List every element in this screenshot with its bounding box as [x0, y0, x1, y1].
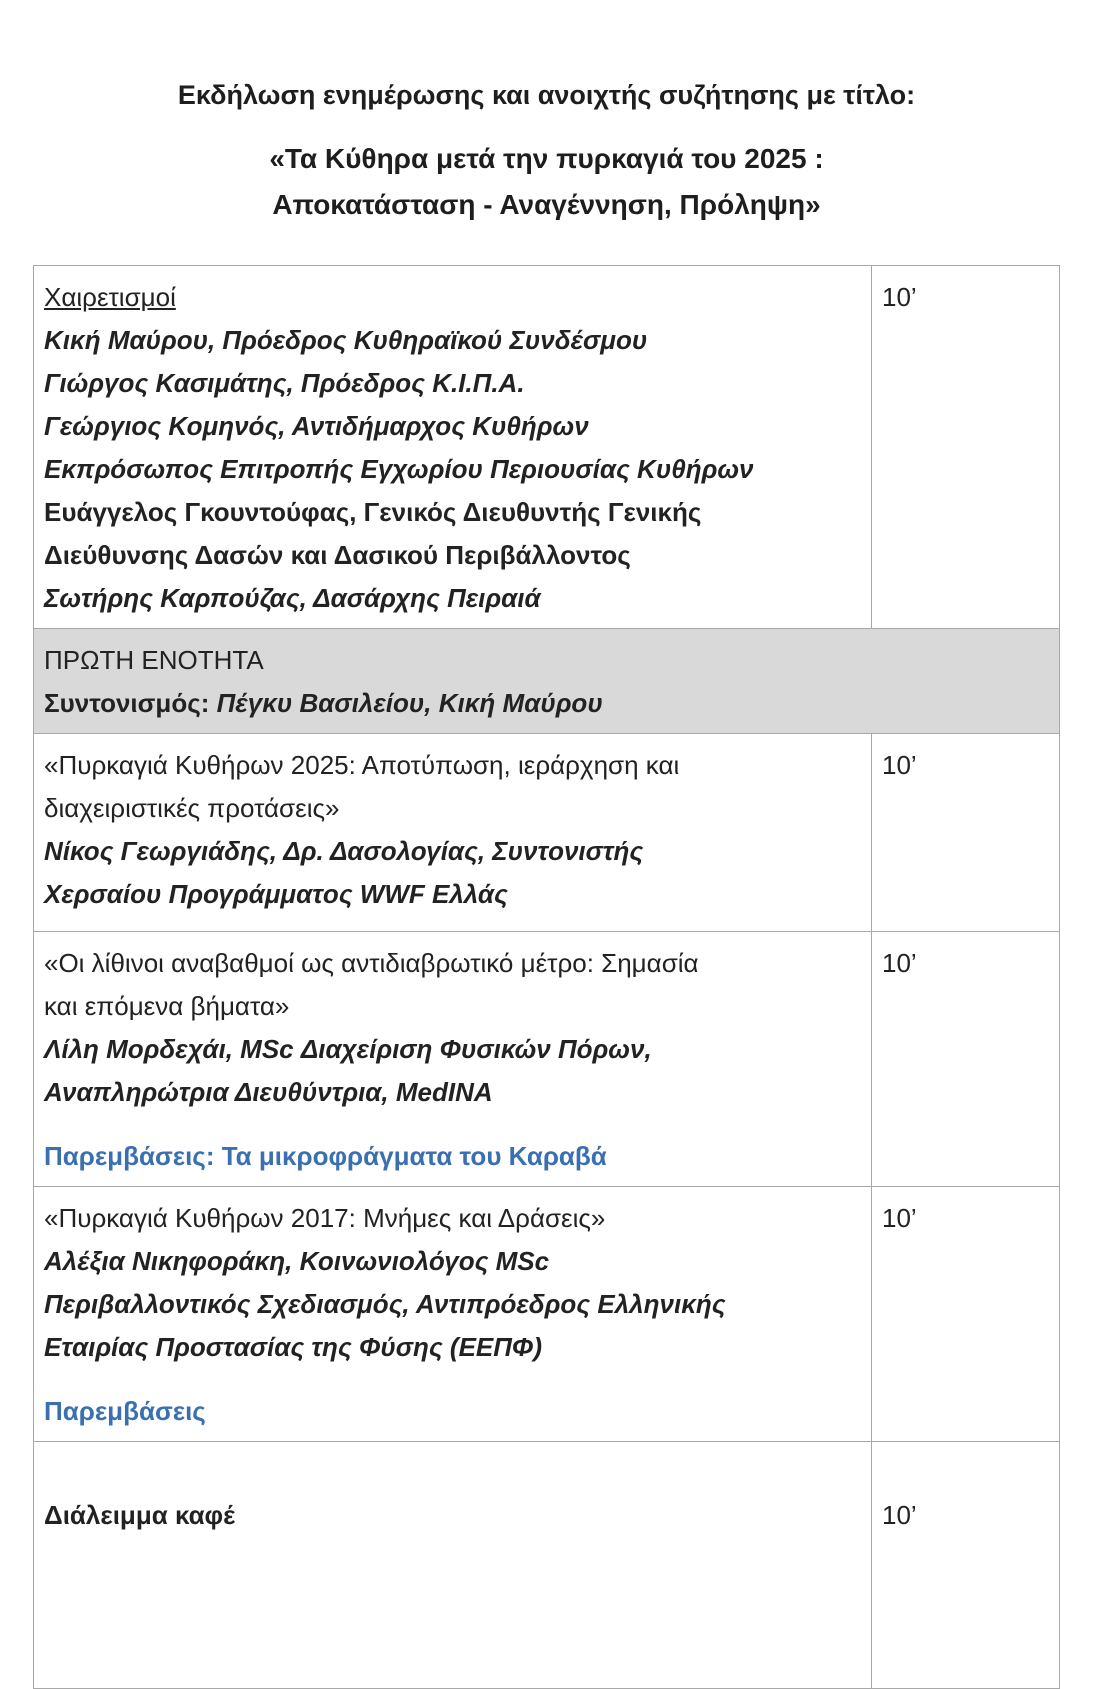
coffee-break-row: [34, 1442, 1060, 1689]
duration-label: 10’: [882, 750, 917, 780]
coffee-break-cell: [34, 1442, 872, 1689]
interventions-label: Παρεμβάσεις: Τα μικροφράγματα του Καραβά: [44, 1141, 607, 1171]
event-title-line-2: Αποκατάσταση - Αναγέννηση, Πρόληψη»: [272, 189, 821, 220]
welcome-speaker: Κική Μαύρου, Πρόεδρος Κυθηραϊκού Συνδέσμου: [44, 325, 648, 355]
talk-speaker: Χερσαίου Προγράμματος WWF Ελλάς: [44, 879, 508, 909]
duration-label: 10’: [882, 282, 917, 312]
welcome-speaker: Εκπρόσωπος Επιτροπής Εγχωρίου Περιουσίας Κυθήρων: [44, 454, 754, 484]
duration-label: 10’: [882, 948, 917, 978]
talk-cell: [34, 1187, 872, 1442]
talk-row: [34, 932, 1060, 1187]
coffee-break-label: Διάλειμμα καφέ: [44, 1500, 235, 1530]
interventions-label: Παρεμβάσεις: [44, 1396, 206, 1426]
talk-row: [34, 1187, 1060, 1442]
talk-title: και επόμενα βήματα»: [44, 991, 290, 1021]
section-moderation: [44, 682, 1049, 725]
talk-title: «Πυρκαγιά Κυθήρων 2017: Μνήμες και Δράσεις»: [44, 1203, 606, 1233]
event-title-line-1: «Τα Κύθηρα μετά την πυρκαγιά του 2025 :: [269, 143, 824, 174]
talk-speaker: Εταιρίας Προστασίας της Φύσης (ΕΕΠΦ): [44, 1332, 542, 1362]
welcome-speaker: Ευάγγελος Γκουντούφας, Γενικός Διευθυντής Γενικής: [44, 497, 702, 527]
coffee-break-duration: [872, 1442, 1060, 1689]
talk-row: [34, 734, 1060, 932]
welcome-duration: [872, 266, 1060, 629]
section-header-row: [34, 629, 1060, 734]
talk-title: «Πυρκαγιά Κυθήρων 2025: Αποτύπωση, ιεράρχηση και: [44, 750, 680, 780]
talk-cell: [34, 932, 872, 1187]
talk-duration: [872, 1187, 1060, 1442]
talk-duration: [872, 734, 1060, 932]
talk-title: «Οι λίθινοι αναβαθμοί ως αντιδιαβρωτικό μέτρο: Σημασία: [44, 948, 699, 978]
section-title: ΠΡΩΤΗ ΕΝΟΤΗΤΑ: [44, 645, 264, 675]
duration-label: 10’: [882, 1203, 917, 1233]
talk-speaker: Περιβαλλοντικός Σχεδιασμός, Αντιπρόεδρος Ελληνικής: [44, 1289, 726, 1319]
welcome-row: [34, 266, 1060, 629]
welcome-heading: Χαιρετισμοί: [44, 282, 176, 312]
program-table: [33, 265, 1060, 1689]
duration-label: 10’: [882, 1500, 917, 1530]
event-title: [0, 136, 1093, 228]
welcome-cell: [34, 266, 872, 629]
talk-cell: [34, 734, 872, 932]
welcome-speaker: Γιώργος Κασιμάτης, Πρόεδρος Κ.Ι.Π.Α.: [44, 368, 525, 398]
talk-duration: [872, 932, 1060, 1187]
talk-speaker: Νίκος Γεωργιάδης, Δρ. Δασολογίας, Συντονιστής: [44, 836, 644, 866]
welcome-speaker: Διεύθυνσης Δασών και Δασικού Περιβάλλοντος: [44, 540, 631, 570]
talk-speaker: Λίλη Μορδεχάι, MSc Διαχείριση Φυσικών Πόρων,: [44, 1034, 652, 1064]
welcome-speaker: Γεώργιος Κομηνός, Αντιδήμαρχος Κυθήρων: [44, 411, 589, 441]
talk-title: διαχειριστικές προτάσεις»: [44, 793, 340, 823]
talk-speaker: Αλέξια Νικηφοράκη, Κοινωνιολόγος MSc: [44, 1246, 550, 1276]
welcome-speaker: Σωτήρης Καρπούζας, Δασάρχης Πειραιά: [44, 583, 541, 613]
event-intro: Εκδήλωση ενημέρωσης και ανοιχτής συζήτησης με τίτλο:: [177, 80, 916, 110]
moderation-label: Συντονισμός:: [44, 688, 210, 718]
moderators: Πέγκυ Βασιλείου, Κική Μαύρου: [216, 688, 603, 718]
section-header-cell: [34, 629, 1060, 734]
talk-speaker: Αναπληρώτρια Διευθύντρια, MedINA: [44, 1077, 493, 1107]
